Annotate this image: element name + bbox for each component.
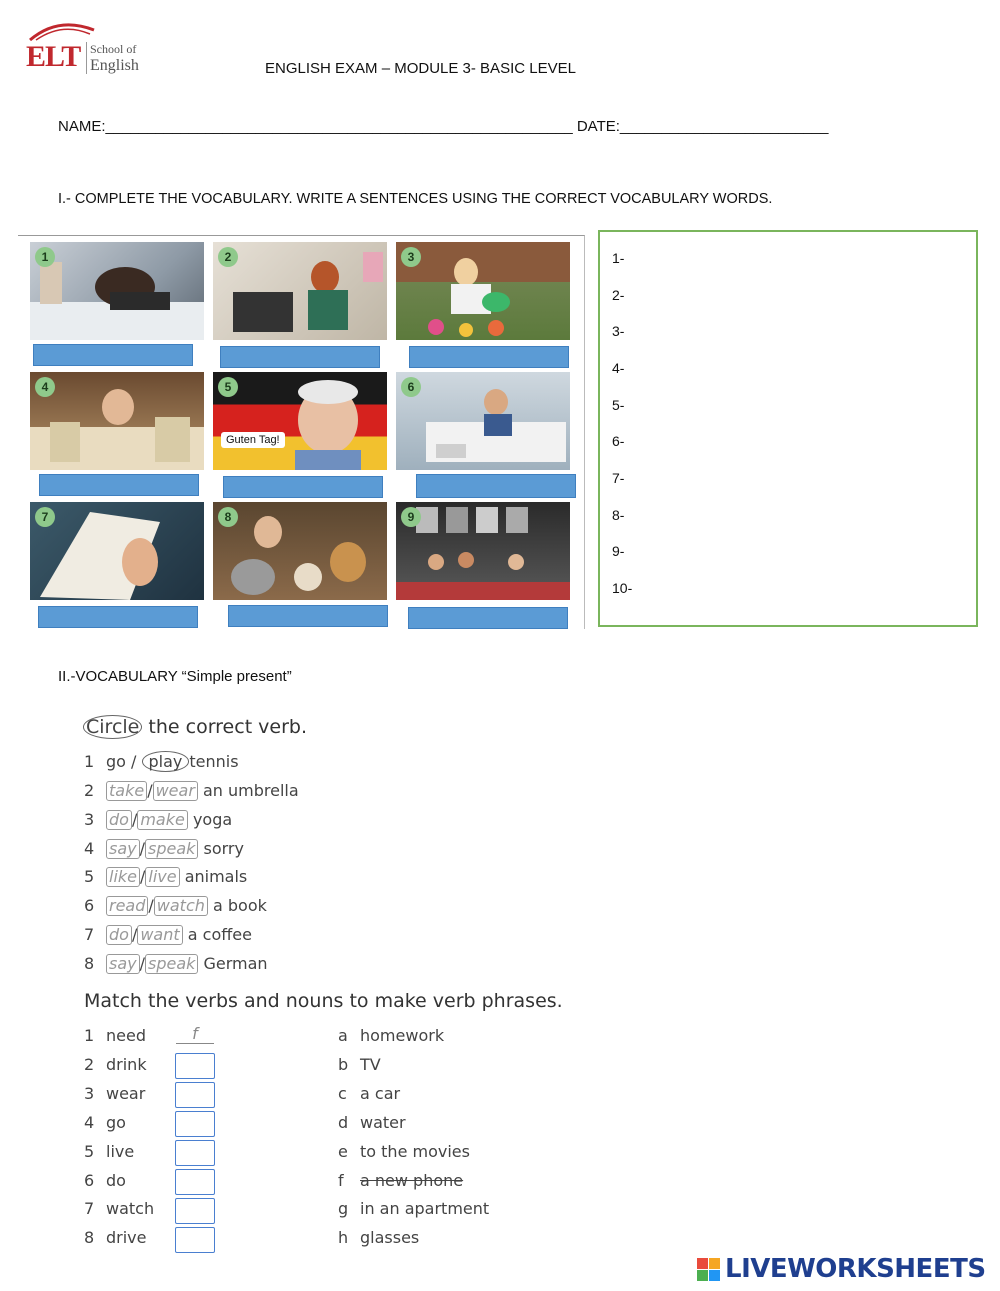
circle-title-rest: the correct verb. xyxy=(142,716,308,738)
answer-box-7[interactable] xyxy=(38,606,198,628)
circle-item-8: 8 say / speak German xyxy=(84,954,268,973)
photo-number: 7 xyxy=(35,507,55,527)
verb-item-5: 5 live xyxy=(84,1142,135,1161)
photo-8 xyxy=(213,502,387,600)
verb-item-2: 2 drink xyxy=(84,1055,147,1074)
option-b[interactable]: watch xyxy=(154,896,208,916)
circle-item-7: 7 do / want a coffee xyxy=(84,925,252,944)
reading-book-icon xyxy=(30,502,204,600)
option-b[interactable]: play xyxy=(142,751,190,772)
option-a[interactable]: do xyxy=(106,925,132,945)
match-input-8[interactable] xyxy=(175,1227,215,1253)
man-portrait-icon xyxy=(213,372,387,470)
section-2-heading: II.-VOCABULARY “Simple present” xyxy=(58,668,292,685)
option-a: go xyxy=(106,752,126,771)
noun-item-g: g in an apartment xyxy=(338,1199,490,1218)
option-b[interactable]: want xyxy=(137,925,182,945)
answer-line-3[interactable]: 3- xyxy=(612,323,625,339)
garden-watering-icon xyxy=(396,242,570,340)
answer-box-3[interactable] xyxy=(409,346,569,368)
woman-pets-icon xyxy=(213,502,387,600)
circle-item-1: 1 go / play tennis xyxy=(84,752,239,771)
photo-1 xyxy=(30,242,204,340)
noun-item-d: d water xyxy=(338,1113,406,1132)
answer-box-9[interactable] xyxy=(408,607,568,629)
logo-line-1: School of xyxy=(90,42,137,56)
noun-item-f: f a new phone xyxy=(338,1171,464,1190)
verb-item-1: 1 need xyxy=(84,1026,146,1045)
woman-office-icon xyxy=(213,242,387,340)
circle-item-3: 3 do / make yoga xyxy=(84,810,233,829)
circle-item-5: 5 like / live animals xyxy=(84,867,248,886)
logo-divider xyxy=(86,42,87,74)
noun-item-c: c a car xyxy=(338,1084,401,1103)
school-logo xyxy=(24,18,154,78)
option-a[interactable]: read xyxy=(106,896,148,916)
option-a[interactable]: do xyxy=(106,810,132,830)
section-1-heading: I.- COMPLETE THE VOCABULARY. WRITE A SENTENCES USING THE CORRECT VOCABULARY WORDS. xyxy=(58,191,773,207)
photo-5 xyxy=(213,372,387,470)
verb-item-3: 3 wear xyxy=(84,1084,146,1103)
speech-bubble: Guten Tag! xyxy=(221,432,285,448)
option-a[interactable]: say xyxy=(106,954,140,974)
photo-number: 9 xyxy=(401,507,421,527)
exam-title: ENGLISH EXAM – MODULE 3- BASIC LEVEL xyxy=(265,60,576,77)
answer-box-2[interactable] xyxy=(220,346,380,368)
answer-line-6[interactable]: 6- xyxy=(612,433,625,449)
option-a[interactable]: say xyxy=(106,839,140,859)
circle-item-2: 2 take / wear an umbrella xyxy=(84,781,299,800)
circle-item-4: 4 say / speak sorry xyxy=(84,839,244,858)
noun-item-a: a homework xyxy=(338,1026,445,1045)
verb-item-7: 7 watch xyxy=(84,1199,155,1218)
photo-6 xyxy=(396,372,570,470)
man-sofa-icon xyxy=(396,372,570,470)
match-input-5[interactable] xyxy=(175,1140,215,1166)
answer-line-8[interactable]: 8- xyxy=(612,507,625,523)
circle-item-6: 6 read / watch a book xyxy=(84,896,267,915)
answer-line-10[interactable]: 10- xyxy=(612,580,633,596)
photo-number: 5 xyxy=(218,377,238,397)
name-date-line: NAME:________________________________________________________ DATE:_________________________ xyxy=(58,118,829,135)
circled-word: Circle xyxy=(83,715,142,739)
match-input-3[interactable] xyxy=(175,1082,215,1108)
logo-mark: ELT xyxy=(26,40,81,73)
answer-box-4[interactable] xyxy=(39,474,199,496)
logo-swoosh-icon xyxy=(28,20,98,42)
option-a[interactable]: take xyxy=(106,781,147,801)
match-input-4[interactable] xyxy=(175,1111,215,1137)
option-b[interactable]: speak xyxy=(145,839,198,859)
option-a[interactable]: like xyxy=(106,867,140,887)
logo-line-2: English xyxy=(90,57,139,74)
answer-line-1[interactable]: 1- xyxy=(612,250,625,266)
answer-line-7[interactable]: 7- xyxy=(612,470,625,486)
liveworksheets-wordmark: LIVEWORKSHEETS xyxy=(725,1254,986,1284)
answer-box-8[interactable] xyxy=(228,605,388,627)
example-answer: f xyxy=(176,1024,214,1044)
match-input-7[interactable] xyxy=(175,1198,215,1224)
photo-number: 1 xyxy=(35,247,55,267)
photo-panel xyxy=(18,235,585,629)
student-books-icon xyxy=(30,372,204,470)
verb-item-6: 6 do xyxy=(84,1171,126,1190)
noun-item-b: b TV xyxy=(338,1055,381,1074)
match-exercise-title: Match the verbs and nouns to make verb phrases. xyxy=(84,990,563,1012)
answer-line-4[interactable]: 4- xyxy=(612,360,625,376)
option-b[interactable]: live xyxy=(145,867,179,887)
answer-line-5[interactable]: 5- xyxy=(612,397,625,413)
noun-item-h: h glasses xyxy=(338,1228,420,1247)
match-input-2[interactable] xyxy=(175,1053,215,1079)
circle-exercise-title xyxy=(83,716,307,738)
photo-2 xyxy=(213,242,387,340)
photo-number: 8 xyxy=(218,507,238,527)
sentence-answer-box xyxy=(598,230,978,627)
answer-box-6[interactable] xyxy=(416,474,576,498)
verb-item-4: 4 go xyxy=(84,1113,126,1132)
photo-4 xyxy=(30,372,204,470)
option-b[interactable]: make xyxy=(137,810,188,830)
person-desk-icon xyxy=(30,242,204,340)
answer-line-2[interactable]: 2- xyxy=(612,287,625,303)
photo-9 xyxy=(396,502,570,600)
photo-3 xyxy=(396,242,570,340)
photo-7 xyxy=(30,502,204,600)
cinema-queue-icon xyxy=(396,502,570,600)
photo-number: 2 xyxy=(218,247,238,267)
noun-item-e: e to the movies xyxy=(338,1142,470,1161)
photo-number: 4 xyxy=(35,377,55,397)
answer-box-5[interactable] xyxy=(223,476,383,498)
answer-line-9[interactable]: 9- xyxy=(612,543,625,559)
photo-number: 3 xyxy=(401,247,421,267)
verb-item-8: 8 drive xyxy=(84,1228,147,1247)
match-input-6[interactable] xyxy=(175,1169,215,1195)
liveworksheets-mark-icon xyxy=(697,1258,721,1282)
photo-number: 6 xyxy=(401,377,421,397)
answer-box-1[interactable] xyxy=(33,344,193,366)
option-b[interactable]: speak xyxy=(145,954,198,974)
option-b[interactable]: wear xyxy=(153,781,198,801)
